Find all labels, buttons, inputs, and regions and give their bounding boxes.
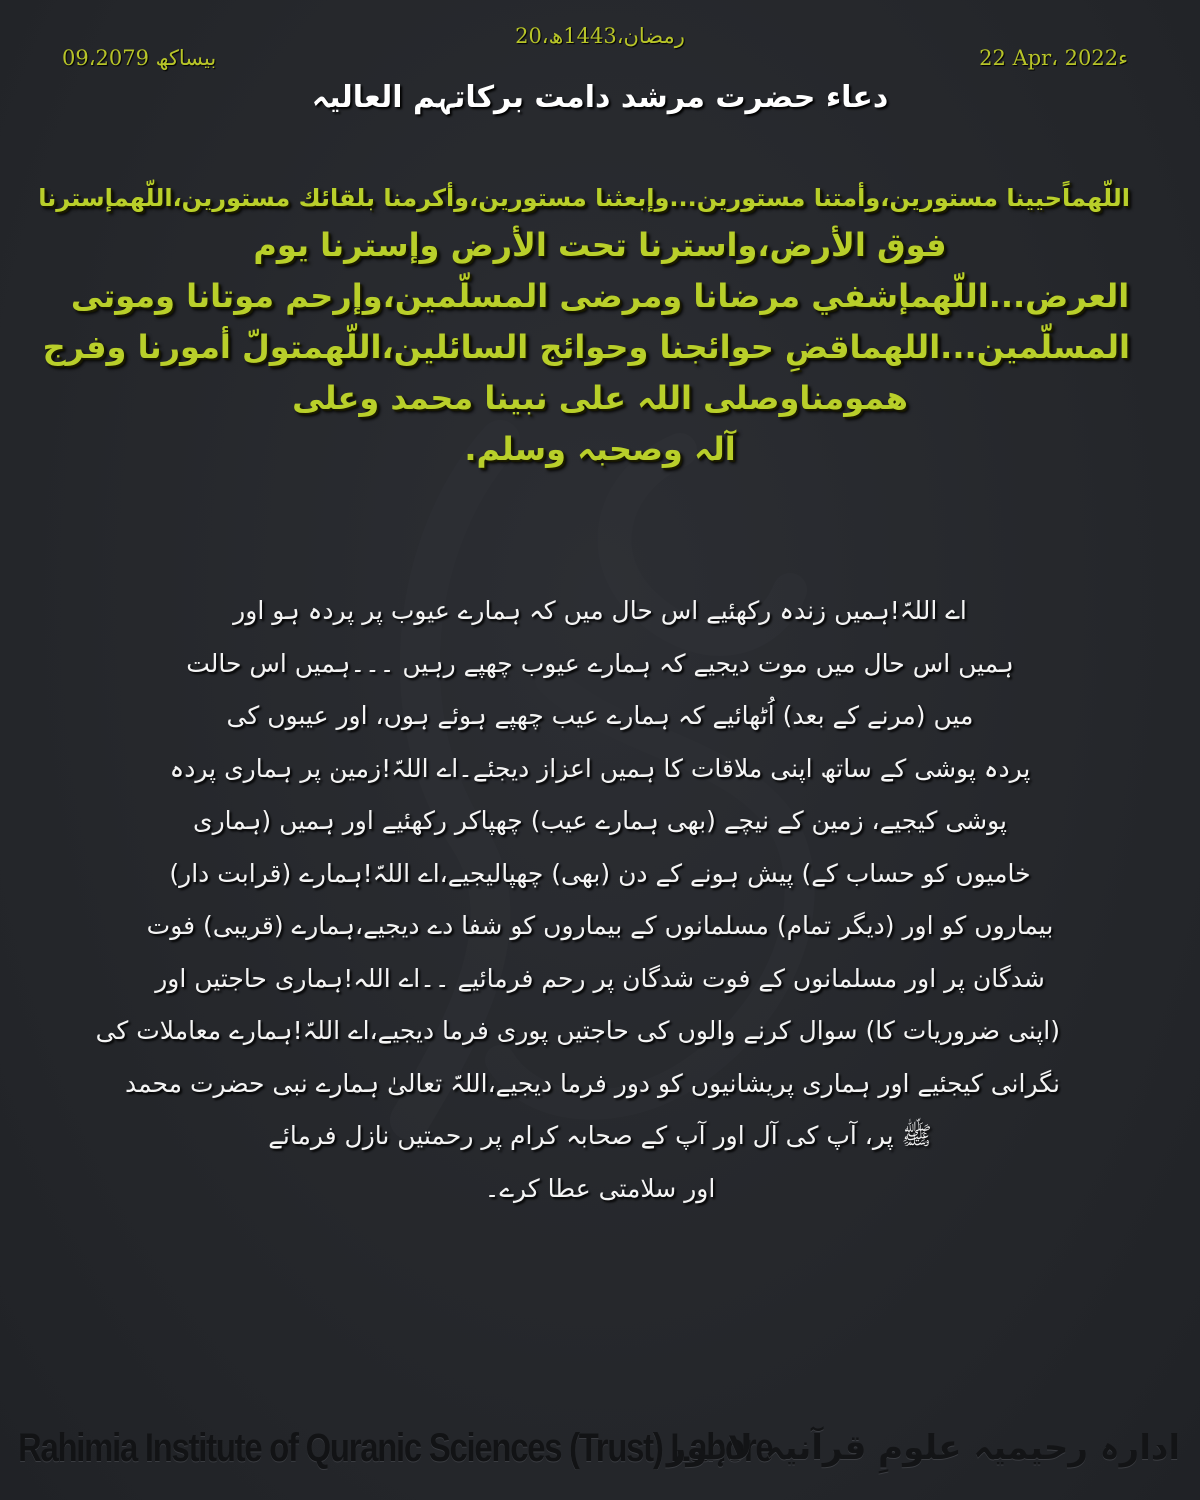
arabic-line: ھمومناوصلی اللہ علی نبینا محمد وعلی xyxy=(292,379,908,417)
urdu-line: ﷺ پر، آپ کی آل اور آپ کے صحابہ کرام پر رحمتیں نازل فرمائے xyxy=(268,1121,932,1150)
institute-name-urdu-logo: ادارہ رحیمیہ علومِ قرآنیہ لاہور xyxy=(666,1428,1180,1468)
footer xyxy=(0,1418,1200,1478)
gregorian-date: 22 Apr، 2022ء xyxy=(979,46,1128,70)
urdu-line: شدگان پر اور مسلمانوں کے فوت شدگان پر رحم فرمائیے ۔۔اے اللہ!ہماری حاجتیں اور xyxy=(155,963,1045,993)
urdu-line: خامیوں کو حساب کے) پیش ہونے کے دن (بھی) چھپالیجیے،اے اللہّ!ہمارے (قرابت دار) xyxy=(169,858,1031,888)
arabic-line: المسلّمین...اللھماقضِ حوائجنا وحوائج السائلین،اللّھمتولّ أمورنا وفرج xyxy=(42,328,1130,366)
urdu-line: نگرانی کیجئیے اور ہماری پریشانیوں کو دور فرما دیجیے،اللہّ تعالیٰ ہمارے نبی حضرت محمد xyxy=(124,1068,1060,1098)
urdu-line: پردہ پوشی کے ساتھ اپنی ملاقات کا ہمیں اعزاز دیجئے۔اے اللہّ!زمین پر ہماری پردہ xyxy=(169,753,1031,783)
arabic-line: آلہ وصحبہ وسلم. xyxy=(464,430,736,468)
arabic-line: فوق الأرض،واسترنا تحت الأرض وإسترنا یوم xyxy=(253,226,947,264)
urdu-translation xyxy=(95,585,1060,1215)
urdu-line: اے اللہّ!ہمیں زندہ رکھئیے اس حال میں کہ ہمارے عیوب پر پردہ ہو اور xyxy=(233,596,967,625)
institute-name-english: Rahimia Institute of Quranic Sciences (Trust) Lahore xyxy=(18,1425,773,1470)
page-title: دعاء حضرت مرشد دامت برکاتہم العالیہ xyxy=(311,80,889,115)
urdu-line: ہمیں اس حال میں موت دیجیے کہ ہمارے عیوب چھپے رہیں ۔۔۔ہمیں اس حالت xyxy=(186,648,1014,678)
urdu-line: پوشی کیجیے، زمین کے نیچے (بھی ہمارے عیب) چھپاکر رکھئیے اور ہمیں (ہماری xyxy=(193,806,1007,835)
arabic-line: العرض...اللّھمإشفي مرضانا ومرضی المسلّمین،وإرحم موتانا وموتی xyxy=(70,277,1130,315)
urdu-line: (اپنی ضروریات کا) سوال کرنے والوں کی حاجتیں پوری فرما دیجیے،اے اللہّ!ہمارے معاملات کی xyxy=(95,1016,1060,1045)
urdu-line: اور سلامتی عطا کرے۔ xyxy=(484,1173,716,1203)
hijri-date: 20،رمضان،1443ھ xyxy=(515,24,685,48)
urdu-line: بیماروں کو اور (دیگر تمام) مسلمانوں کے بیماروں کو شفا دے دیجیے،ہمارے (قریبی) فوت xyxy=(146,911,1054,940)
urdu-line: میں (مرنے کے بعد) اُٹھائیے کہ ہمارے عیب چھپے ہوئے ہوں، اور عیبوں کی xyxy=(226,701,974,730)
arabic-line: اللّھماًحیینا مستورین،وأمتنا مستورین...وإبعثنا مستورین،وأکرمنا بلقائك مستورین،اللّھمإسترنا xyxy=(38,184,1130,212)
arabic-dua xyxy=(38,176,1130,475)
bikrami-date: 09،بیساکھ 2079 xyxy=(62,46,217,70)
